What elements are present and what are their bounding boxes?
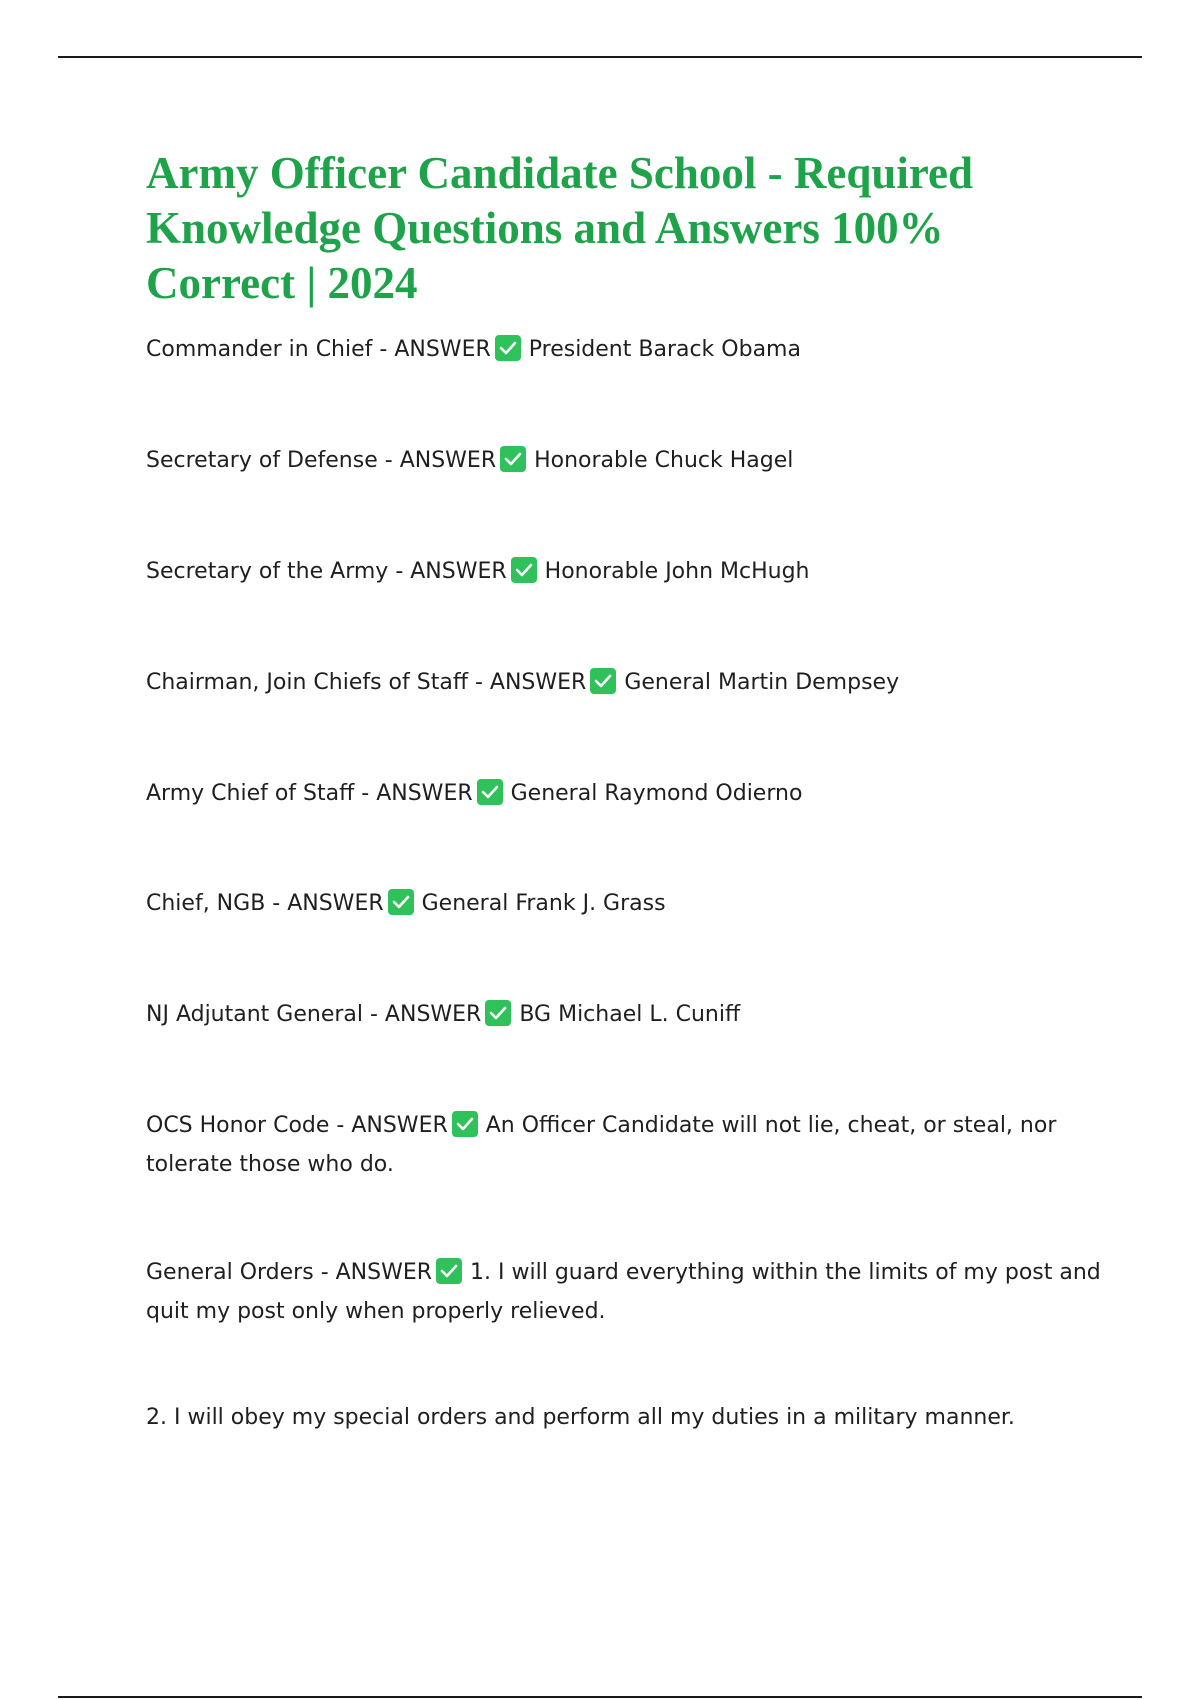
- question-text: General Orders: [146, 1260, 314, 1285]
- document-title: Army Officer Candidate School - Required Knowledge Questions and Answers 100% Correct | 2024: [146, 148, 974, 308]
- question-text: Secretary of the Army: [146, 559, 389, 584]
- question-text: Army Chief of Staff: [146, 781, 355, 806]
- continuation-text: 2. I will obey my special orders and perform all my duties in a military manner.: [146, 1405, 1015, 1430]
- check-box-icon: [388, 889, 414, 915]
- check-box-icon: [511, 557, 537, 583]
- qa-item: [146, 552, 1106, 591]
- answer-marker: - ANSWER: [370, 1002, 482, 1027]
- qa-item: [146, 663, 1106, 702]
- question-text: Commander in Chief: [146, 337, 373, 362]
- qa-item: [146, 1106, 1106, 1184]
- qa-item: [146, 441, 1106, 480]
- question-text: Chairman, Join Chiefs of Staff: [146, 670, 468, 695]
- answer-text: General Raymond Odierno: [510, 781, 803, 806]
- question-text: Secretary of Defense: [146, 448, 378, 473]
- qa-item: [146, 330, 1106, 369]
- question-text: OCS Honor Code: [146, 1113, 330, 1138]
- qa-item: [146, 884, 1106, 923]
- answer-text: Honorable Chuck Hagel: [534, 448, 794, 473]
- answer-marker: - ANSWER: [336, 1113, 448, 1138]
- answer-marker: - ANSWER: [384, 448, 497, 473]
- check-box-icon: [500, 446, 526, 472]
- check-box-icon: [452, 1111, 478, 1137]
- answer-marker: - ANSWER: [272, 891, 384, 916]
- question-text: Chief, NGB: [146, 891, 266, 916]
- answer-text: General Frank J. Grass: [421, 891, 666, 916]
- answer-text: President Barack Obama: [528, 337, 801, 362]
- answer-marker: - ANSWER: [474, 670, 587, 695]
- question-text: NJ Adjutant General: [146, 1002, 363, 1027]
- answer-marker: - ANSWER: [379, 337, 491, 362]
- qa-item: [146, 995, 1106, 1034]
- check-box-icon: [590, 668, 616, 694]
- answer-marker: - ANSWER: [361, 781, 473, 806]
- answer-text: General Martin Dempsey: [624, 670, 900, 695]
- answer-text: An Officer Candidate will not lie, cheat, or steal, nor tolerate those who do.: [146, 1113, 1057, 1177]
- check-box-icon: [485, 1000, 511, 1026]
- answer-text: Honorable John McHugh: [544, 559, 810, 584]
- answer-marker: - ANSWER: [320, 1260, 433, 1285]
- check-box-icon: [495, 335, 521, 361]
- check-box-icon: [436, 1258, 462, 1284]
- answer-marker: - ANSWER: [395, 559, 507, 584]
- top-rule: [58, 56, 1142, 58]
- check-box-icon: [477, 779, 503, 805]
- answer-text: BG Michael L. Cuniff: [519, 1002, 741, 1027]
- qa-item: [146, 774, 1106, 813]
- bottom-rule: [58, 1696, 1142, 1698]
- qa-item: [146, 1253, 1106, 1331]
- answer-text: 1. I will guard everything within the limits of my post and quit my post only when properly relieved.: [146, 1260, 1101, 1324]
